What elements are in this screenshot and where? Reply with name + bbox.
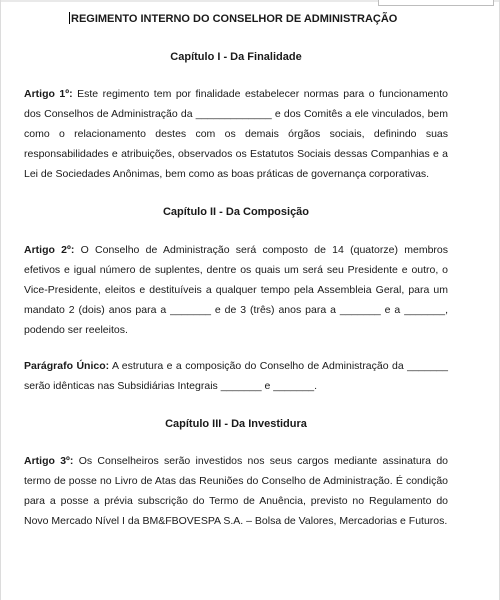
paragraph-text: A estrutura e a composição do Conselho de Administração da _______ serão idênticas nas Subsidiárias Integrais _______ e _______. — [24, 360, 448, 392]
paragraph-label: Artigo 2º: — [24, 244, 75, 256]
window-left-edge — [0, 0, 1, 600]
chapter-heading-1: Capítulo I - Da Finalidade — [170, 51, 302, 63]
document-title-text: REGIMENTO INTERNO DO CONSELHOR DE ADMINISTRAÇÃO — [71, 13, 398, 25]
paragraph-label: Artigo 3º: — [24, 455, 74, 467]
chapter-heading-2: Capítulo II - Da Composição — [162, 206, 310, 218]
paragraph-unico — [24, 356, 448, 396]
paragraph-artigo-1 — [24, 84, 448, 184]
paragraph-artigo-2 — [24, 240, 448, 340]
document-page[interactable] — [24, 8, 448, 531]
document-title — [24, 12, 448, 26]
paragraph-label: Parágrafo Único: — [24, 360, 110, 372]
toolbar-stub — [378, 0, 494, 6]
paragraph-label: Artigo 1º: — [24, 88, 73, 100]
paragraph-text: O Conselho de Administração será composto de 14 (quatorze) membros efetivos e igual número de suplentes, dentre os quais um será seu Presidente e outro, o Vice-Presidente, eleitos e destituíveis a qualquer tempo pela Assembleia Geral, para um mandato 2 (dois) anos para a _______ e de 3 (três) anos para a _______ e a _______, podendo ser reeleitos. — [24, 244, 448, 336]
paragraph-artigo-3 — [24, 451, 448, 531]
text-cursor — [69, 12, 70, 24]
chapter-heading-3: Capítulo III - Da Investidura — [165, 418, 307, 430]
paragraph-text: Os Conselheiros serão investidos nos seus cargos mediante assinatura do termo de posse no Livro de Atas das Reuniões do Conselho de Administração. É condição para a posse a prévia subscrição do Termo de Anuência, previsto no Regulamento do Novo Mercado Nível I da BM&FBOVESPA S.A. – Bolsa de Valores, Mercadorias e Futuros. — [24, 455, 448, 527]
paragraph-text: Este regimento tem por finalidade estabelecer normas para o funcionamento dos Conselhos de Administração da _____________ e dos Comitês a ele vinculados, bem como o relacionamento destes com os demais órgãos sociais, definindo suas responsabilidades e atribuições, observados os Estatutos Sociais dessas Companhias e a Lei de Sociedades Anônimas, bem como as boas práticas de governança corporativas. — [24, 88, 448, 180]
